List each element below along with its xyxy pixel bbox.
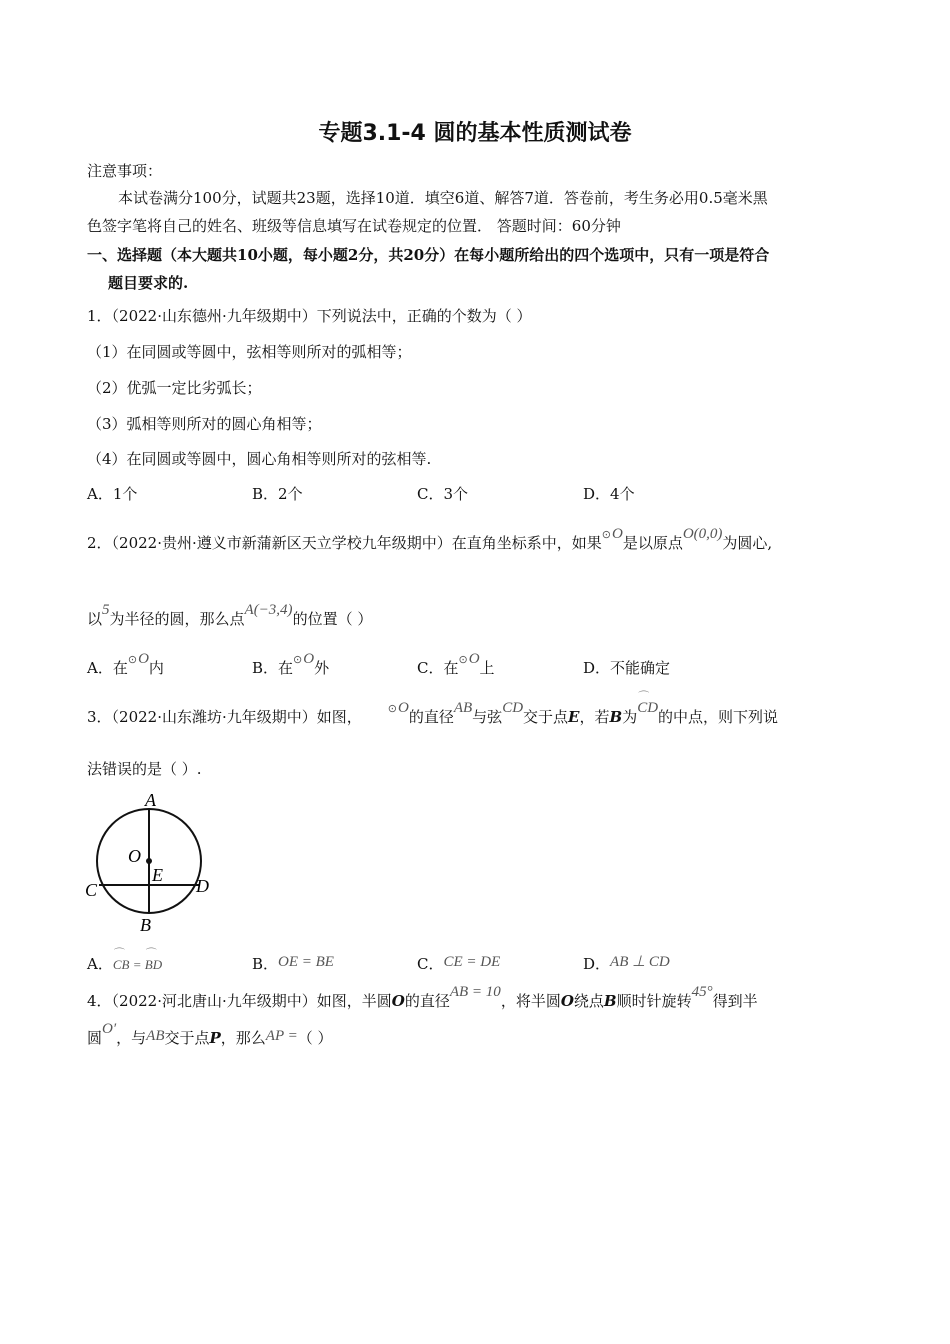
notice-heading: 注意事项： xyxy=(87,162,163,180)
point-a-coordinate: A(−3,4) xyxy=(244,602,293,618)
q2-stem-line-2: 以5为半径的圆，那么点A(−3,4)的位置（ ） xyxy=(87,602,373,628)
q1-statement-4: （4）在同圆或等圆中，圆心角相等则所对的弦相等. xyxy=(87,450,432,468)
circle-diagram xyxy=(80,788,220,938)
label-d: D xyxy=(196,876,209,896)
q1-option-a: A．1个 xyxy=(87,485,138,503)
label-c: C xyxy=(85,880,98,900)
q1-option-c: C．3个 xyxy=(417,485,469,503)
origin-coordinate: O(0,0) xyxy=(682,526,723,542)
q4-stem-line-1: 4．（2022·河北唐山·九年级期中）如图，半圆O的直径AB = 10，将半圆O绕点B顺时针旋转45°得到半 xyxy=(87,984,758,1010)
q4-stem-line-2: 圆O′，与AB交于点P，那么AP =（ ） xyxy=(87,1021,333,1047)
q3-option-d: D．AB ⊥ CD xyxy=(583,954,670,973)
q1-statement-2: （2）优弧一定比劣弧长； xyxy=(87,379,262,397)
label-o: O xyxy=(128,846,141,866)
q1-statement-1: （1）在同圆或等圆中，弦相等则所对的弧相等； xyxy=(87,343,412,361)
center-point xyxy=(146,858,152,864)
q2-stem-line-1: 2．（2022·贵州·遵义市新蒲新区天立学校九年级期中）在直角坐标系中，如果⊙O是以原点O(0,0)为圆心, xyxy=(87,526,773,552)
q2-option-d: D．不能确定 xyxy=(583,659,671,677)
q3-option-b: B．OE = BE xyxy=(252,954,334,973)
notice-line-1: 本试卷满分100分，试题共23题，选择10道．填空6道、解答7道．答卷前，考生务必用0.5毫米黑 xyxy=(118,189,768,207)
q2-option-b: B．在⊙O外 xyxy=(252,651,330,677)
q2-option-c: C．在⊙O上 xyxy=(417,651,495,677)
q1-stem: 1．（2022·山东德州·九年级期中）下列说法中，正确的个数为（ ） xyxy=(87,307,532,325)
q1-option-d: D．4个 xyxy=(583,485,635,503)
label-e: E xyxy=(152,865,163,885)
label-b: B xyxy=(140,915,151,935)
radius-value: 5 xyxy=(102,602,110,618)
q3-stem-line-1: 3．（2022·山东潍坊·九年级期中）如图， ⊙O的直径AB与弦CD交于点E，若B为⌒ CD的中点，则下列说 xyxy=(87,706,778,727)
q3-option-a: A．⌒ CB = ⌒ BD xyxy=(87,953,162,974)
q1-statement-3: （3）弧相等则所对的圆心角相等； xyxy=(87,415,322,433)
section-heading: 一、选择题（本大题共10小题，每小题2分，共20分）在每小题所给出的四个选项中，只有一项是符合 xyxy=(87,246,770,264)
q3-option-c: C．CE = DE xyxy=(417,954,501,973)
page-title: 专题3.1-4 圆的基本性质测试卷 xyxy=(318,121,632,146)
section-heading-cont: 题目要求的. xyxy=(108,274,189,292)
label-a: A xyxy=(145,790,156,810)
q2-option-a: A．在⊙O内 xyxy=(87,651,164,677)
q1-option-b: B．2个 xyxy=(252,485,303,503)
q3-stem-line-2: 法错误的是（ ）. xyxy=(87,760,202,778)
circle-o-symbol: ⊙O xyxy=(601,526,623,542)
notice-line-2: 色签字笔将自己的姓名、班级等信息填写在试卷规定的位置． 答题时间：60分钟 xyxy=(87,217,621,235)
